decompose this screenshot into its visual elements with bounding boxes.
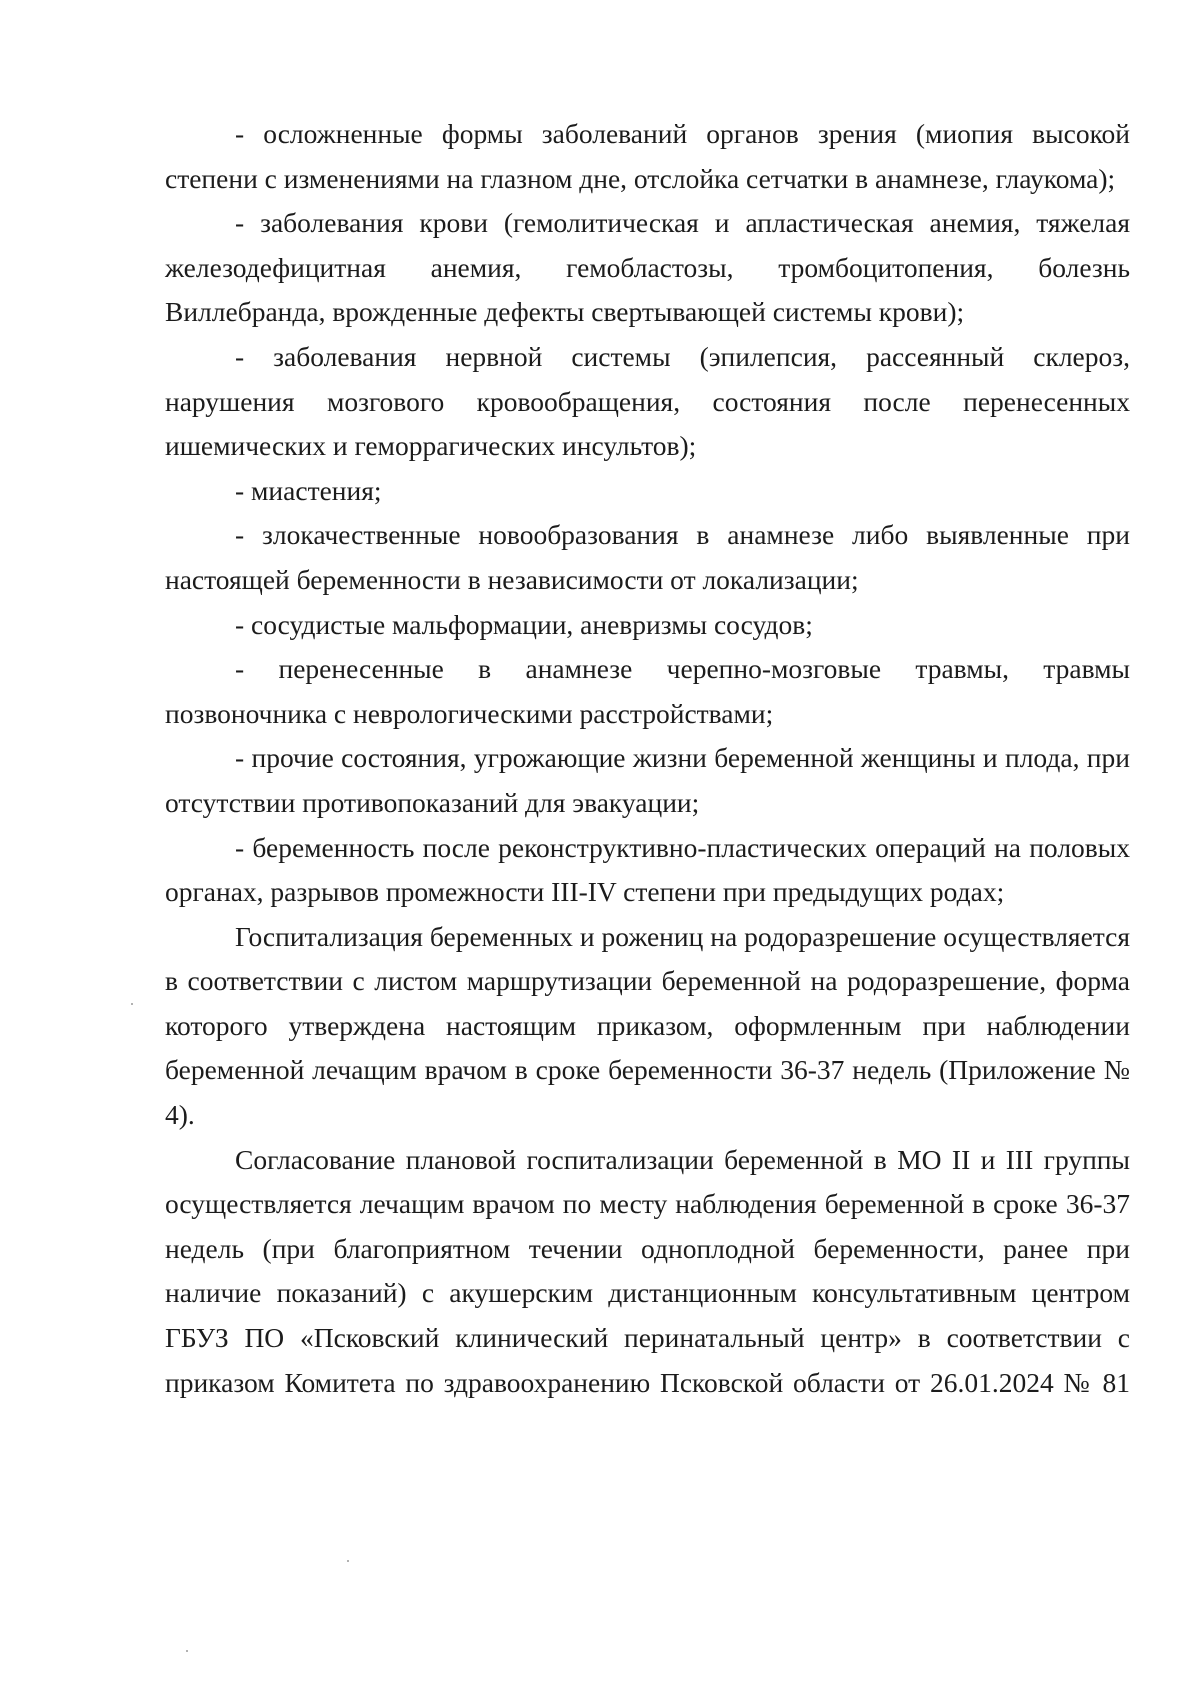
list-item-malignant-neoplasms: - злокачественные новообразования в анамнезе либо выявленные при настоящей беременности в независимости от локализации;	[165, 519, 1130, 595]
list-item-myasthenia: - миастения;	[235, 474, 382, 506]
paragraph-hospitalization: Госпитализация беременных и рожениц на родоразрешение осуществляется в соответствии с листом маршрутизации беременной на родоразрешение, форма которого утверждена настоящим приказом, оформленным при наблюдении беременной лечащим врачом в сроке беременности 36-37 недель (Приложение № 4).	[165, 920, 1130, 1131]
list-item-blood-diseases: - заболевания крови (гемолитическая и апластическая анемия, тяжелая железодефицитная анемия, гемобластозы, тромбоцитопения, болезнь Виллебранда, врожденные дефекты свертывающей системы крови);	[165, 207, 1130, 328]
document-body	[165, 112, 1130, 1405]
scan-artifact	[186, 1650, 188, 1652]
list-item-life-threatening-conditions: - прочие состояния, угрожающие жизни беременной женщины и плода, при отсутствии противопоказаний для эвакуации;	[165, 742, 1130, 818]
list-item-nervous-system-diseases: - заболевания нервной системы (эпилепсия, рассеянный склероз, нарушения мозгового кровообращения, состояния после перенесенных ишемических и геморрагических инсультов);	[165, 340, 1130, 462]
scan-artifact	[131, 1003, 133, 1005]
list-item-head-spine-injuries: - перенесенные в анамнезе черепно-мозговые травмы, травмы позвоночника с неврологическими расстройствами;	[165, 653, 1130, 729]
list-item-pregnancy-after-surgery: - беременность после реконструктивно-пластических операций на половых органах, разрывов промежности III-IV степени при предыдущих родах;	[165, 831, 1130, 908]
list-item-eye-diseases: - осложненные формы заболеваний органов зрения (миопия высокой степени с изменениями на глазном дне, отслойка сетчатки в анамнезе, глаукома);	[165, 118, 1130, 194]
list-item-vascular-malformations: - сосудистые мальформации, аневризмы сосудов;	[235, 608, 813, 640]
scan-artifact	[347, 1560, 349, 1562]
paragraph-planned-hospitalization: Согласование плановой госпитализации беременной в МО II и III группы осуществляется лечащим врачом по месту наблюдения беременной в сроке 36-37 недель (при благоприятном течении одноплодной беременности, ранее при наличие показаний) с акушерским дистанционным консультативным центром ГБУЗ ПО «Псковский клинический перинатальный центр» в соответствии с приказом Комитета по здравоохранению Псковской области от 26.01.2024 № 81	[165, 1143, 1130, 1398]
